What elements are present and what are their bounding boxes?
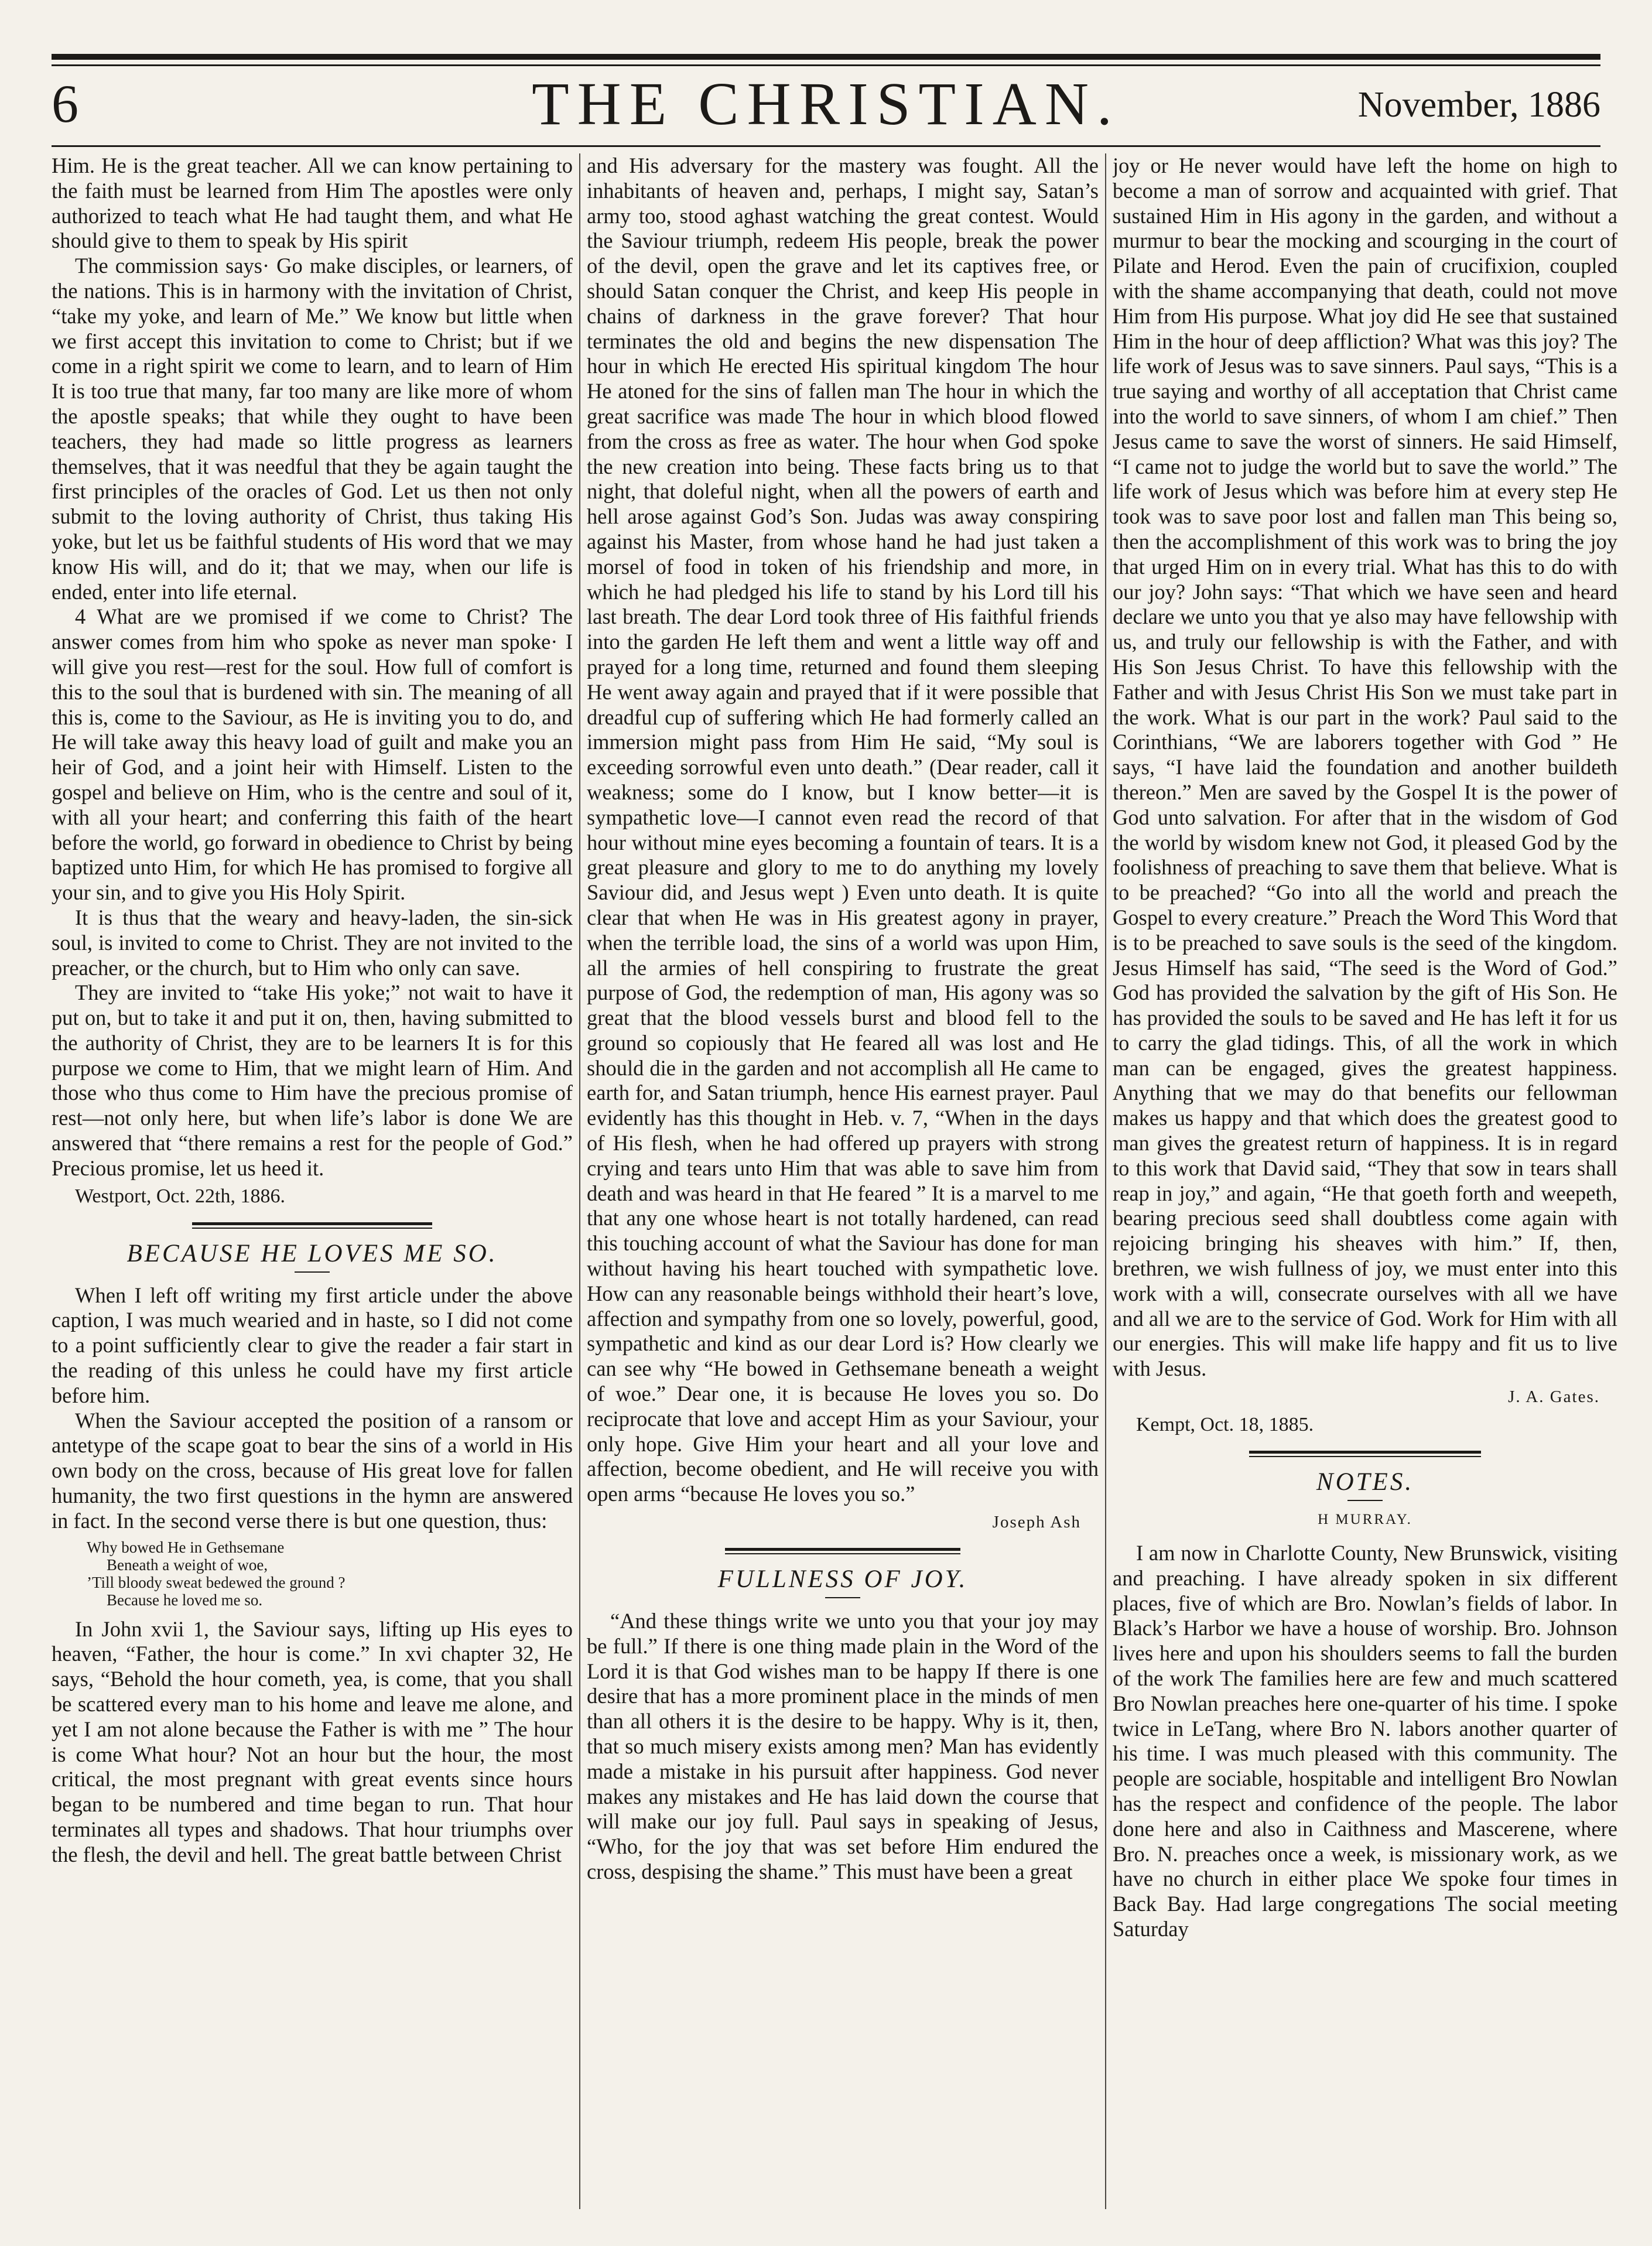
verse-line: ’Till bloody sweat bedewed the ground ? (87, 1573, 346, 1591)
paragraph: The commission says· Go make disciples, or learners, of the nations. This is in harmony with the invitation of Christ, “take my yoke, and learn of Me.” We know but little when we first accept this invitation to come to Christ; but if we come in a right spirit we come to learn, and to learn of Him It is too true that many, far too many are like more of whom the apostle speaks; that while they ought to have been teachers, they had made so little progress as learners themselves, that it was needful that they be again taught the first principles of the oracles of God. Let us then not only submit to the loving authority of Christ, thus taking His yoke, but let us be faithful students of His word that we may know His will, and do it; that we may, when our life is ended, enter into life eternal. (52, 254, 573, 604)
paragraph: I am now in Charlotte County, New Brunswick, visiting and preaching. I have already spoken in six different places, five of which are Bro. Nowlan’s fields of labor. In Black’s Harbor we have a house of worship. Bro. Johnson lives here and upon his shoulders seems to fall the burden of the work The families here are few and much scattered Bro Nowlan preaches here one-quarter of his time. I spoke twice in LeTang, where Bro N. labors another quarter of his time. I was much pleased with this community. The people are sociable, hospitable and intelligent Bro Nowlan has the respect and confidence of the people. The labor done here and also in Caithness and Mascerene, where Bro. N. preaches once a week, is missionary work, as we have no church in either place We spoke four times in Back Bay. Had large congregations The social meeting Saturday (1113, 1541, 1617, 1941)
author-signature: J. A. Gates. (1508, 1387, 1600, 1407)
author-signature: Joseph Ash (992, 1513, 1081, 1532)
paragraph: It is thus that the weary and heavy-laden, the sin-sick soul, is invited to come to Christ. They are not invited to the preacher, or the church, but to Him who only can save. (52, 905, 573, 980)
section-rule (1249, 1451, 1482, 1457)
column-divider (1105, 153, 1106, 2209)
paragraph: They are invited to “take His yoke;” not wait to have it put on, but to take it and put it on, then, having submitted to the authority of Christ, they are to be learners It is for this purpose we come to Him, that we might learn of Him. And those who thus come to Him have the precious promise of rest—not only here, but when life’s labor is done We are answered that “there remains a rest for the people of God.” Precious promise, let us heed it. (52, 980, 573, 1180)
author-byline: H MURRAY. (1318, 1512, 1412, 1528)
paragraph: When I left off writing my first article under the above caption, I was much wearied and in haste, so I did not come to a point sufficiently clear to give the reader a fair start in the reading of this unless he could have my first article before him. (52, 1283, 573, 1407)
hymn-verse (87, 1539, 573, 1609)
dateline: Westport, Oct. 22th, 1886. (75, 1185, 285, 1207)
paragraph: “And these things write we unto you that your joy may be full.” If there is one thing made plain in the Word of the Lord it is that God wishes man to be happy If there is one desire that has a more prominent place in the minds of men than all others it is the desire to be happy. Why is it, then, that so much misery exists among men? Man has evidently made a mistake in his pursuit after happiness. God never makes any mistakes and He has laid down the course that will make our joy full. Paul says in speaking of Jesus, “Who, for the joy that was set before Him endured the cross, despising the shame.” This must have been a great (587, 1609, 1099, 1883)
section-rule (725, 1548, 960, 1554)
paragraph: When the Saviour accepted the position of a ransom or antetype of the scape goat to bear the sins of a world in His own body on the cross, because of His great love for fallen humanity, the two first questions in the hymn are answered in fact. In the second verse there is but one question, thus: (52, 1408, 573, 1533)
heading-rule (295, 1271, 330, 1273)
column-left (52, 153, 573, 2209)
masthead-top-rule (52, 54, 1600, 60)
article-heading: BECAUSE HE LOVES ME SO. (126, 1239, 498, 1267)
section-rule (192, 1222, 432, 1229)
issue-date: November, 1886 (1357, 85, 1600, 125)
paragraph: 4 What are we promised if we come to Christ? The answer comes from him who spoke as never man spoke· I will give you rest—rest for the soul. How full of comfort is this to the soul that is burdened with sin. The meaning of all this is, come to the Saviour, as He is inviting you to do, and He will take away this heavy load of guilt and make you an heir of God, and a joint heir with Himself. Listen to the gospel and believe on Him, who is the centre and soul of it, with all your heart; and conferring this faith of the heart before the world, go forward in obedience to Christ by being baptized unto Him, for which He has promised to forgive all your sin, and to give you His Holy Spirit. (52, 604, 573, 905)
paragraph: Him. He is the great teacher. All we can know pertaining to the faith must be learned from Him The apostles were only authorized to teach what He had taught them, and what He should give to them to speak by His spirit (52, 153, 573, 253)
masthead-top-thin-rule (52, 64, 1600, 66)
paragraph: joy or He never would have left the home on high to become a man of sorrow and acquainted with grief. That sustained Him in His agony in the garden, and without a murmur to bear the mocking and scourging in the court of Pilate and Herod. Even the pain of crucifixion, coupled with the shame accompanying that death, could not move Him from His purpose. What joy did He see that sustained Him in the hour of deep affliction? What was this joy? The life work of Jesus was to save sinners. Paul says, “This is a true saying and worthy of all acceptation that Christ came into the world to save sinners, of whom I am chief.” Then Jesus came to save the worst of sinners. He said Himself, “I came not to judge the world but to save the world.” The life work of Jesus which was before him at every step He took was to save poor lost and fallen man This being so, then the accomplishment of this work was to bring the joy that urged Him on in every trial. What has this to do with our joy? John says: “That which we have seen and heard declare we unto you that ye also may have fellowship with us, and truly our fellowship is with the Father, and with His Son Jesus Christ. To have this fellowship with the Father and with Jesus Christ His Son we must take part in the work. What is our part in the work? Paul said to the Corinthians, “We are laborers together with God ” He says, “I have laid the foundation and another buildeth thereon.” Men are saved by the Gospel It is the power of God unto salvation. For after that in the wisdom of God the world by wisdom knew not God, it pleased God by the foolishness of preaching to save them that believe. What is to be preached? “Go into all the world and preach the Gospel to every creature.” Preach the Word This Word that is to be preached to save souls is the seed of the kingdom. Jesus Himself has said, “The seed is the Word of God.” God has provided the salvation by the gift of His Son. He has provided the souls to be saved and He has left it for us to carry the glad tidings. This, of all the work in which man can be engaged, gives the greatest happiness. Anything that we may do that benefits our fellowman makes us happy and that which does the greatest good to man gives the greatest return of happiness. It is in regard to this work that David said, “They that sow in tears shall reap in joy,” and again, “He that goeth forth and weepeth, bearing precious seed shall doubtless come again with rejoicing bringing his sheaves with him.” If, then, brethren, we wish fullness of joy, we must enter into this work with a will, consecrate ourselves with all we have and all we are to the service of God. Work for Him with all our energies. This will make life happy and fit us to live with Jesus. (1113, 153, 1617, 1381)
verse-line: Why bowed He in Gethsemane (87, 1538, 285, 1556)
column-middle (587, 153, 1099, 2209)
verse-line: Because he loved me so. (107, 1591, 263, 1609)
paragraph: In John xvii 1, the Saviour says, lifting up His eyes to heaven, “Father, the hour is come.” In xvi chapter 32, He says, “Behold the hour cometh, yea, is come, that you shall be scattered every man to his home and leave me alone, and yet I am not alone because the Father is with me ” The hour is come What hour? Not an hour but the hour, the most critical, the most pregnant with great events since hours began to be numbered and time began to run. That hour terminates all types and shadows. That hour triumphs over the flesh, the devil and hell. The great battle between Christ (52, 1616, 573, 1866)
article-heading: NOTES. (1316, 1468, 1414, 1496)
column-right (1113, 153, 1617, 2209)
column-divider (579, 153, 580, 2209)
article-heading: FULLNESS OF JOY. (717, 1565, 968, 1594)
verse-line: Beneath a weight of woe, (107, 1556, 268, 1574)
newspaper-title: THE CHRISTIAN. (532, 70, 1120, 138)
paragraph: and His adversary for the mastery was fought. All the inhabitants of heaven and, perhaps, I might say, Satan’s army too, stood aghast watching the great contest. Would the Saviour triumph, redeem His people, break the power of the devil, open the grave and let its captives free, or should Satan conquer the Christ, and keep His people in chains of darkness in the grave forever? That hour terminates the old and begins the new dispensation The hour in which He erected His spiritual kingdom The hour He atoned for the sins of fallen man The hour in which the great sacrifice was made The hour in which blood flowed from the cross as free as water. The hour when God spoke the new creation into being. These facts bring us to that night, that doleful night, when all the powers of earth and hell arose against God’s Son. Judas was away conspiring against his Master, from whose hand he had just taken a morsel of food in token of his friendship and more, in which he had pledged his life to stand by his Lord till his last breath. The dear Lord took three of His faithful friends into the garden He left them and went a little way off and prayed for a long time, returned and found them sleeping He went away again and prayed that if it were possible that dreadful cup of suffering which He had formerly called an immersion might pass from Him He said, “My soul is exceeding sorrowful even unto death.” (Dear reader, call it weakness; some do I know, but I know better—it is sympathetic love—I cannot even read the record of that hour without mine eyes becoming a fountain of tears. It is a great pleasure and glory to me to do anything my lovely Saviour did, and Jesus wept ) Even unto death. It is quite clear that when He was in His greatest agony in prayer, when the terrible load, the sins of a world was upon Him, all the armies of hell conspiring to frustrate the great purpose of God, the redemption of man, His agony was so great that the blood vessels burst and blood fell to the ground so copiously that He feared all was lost and He should die in the garden and not accomplish all He came to earth for, and Satan triumph, hence His earnest prayer. Paul evidently has this thought in Heb. v. 7, “When in the days of His flesh, when he had offered up prayers with strong crying and tears unto Him that was able to save him from death and was heard in that He feared ” It is a marvel to me that any one whose heart is not totally hardened, can read this touching account of what the Saviour has done for man without having his heart touched with sympathetic love. How can any reasonable beings withhold their heart’s love, affection and sympathy from one so lovely, powerful, good, sympathetic and kind as our dear Lord is? How clearly we can see why “He bowed in Gethsemane beneath a weight of woe.” Dear one, it is because He loves you so. Do reciprocate that love and accept Him as your Saviour, your only hope. Give Him your heart and all your love and affection, become obedient, and He will receive you with open arms “because He loves you so.” (587, 153, 1099, 1506)
masthead (52, 69, 1600, 139)
dateline: Kempt, Oct. 18, 1885. (1136, 1414, 1314, 1436)
page-number: 6 (52, 74, 78, 134)
masthead-bottom-rule (52, 145, 1600, 147)
heading-rule (1347, 1500, 1383, 1501)
heading-rule (825, 1597, 860, 1598)
